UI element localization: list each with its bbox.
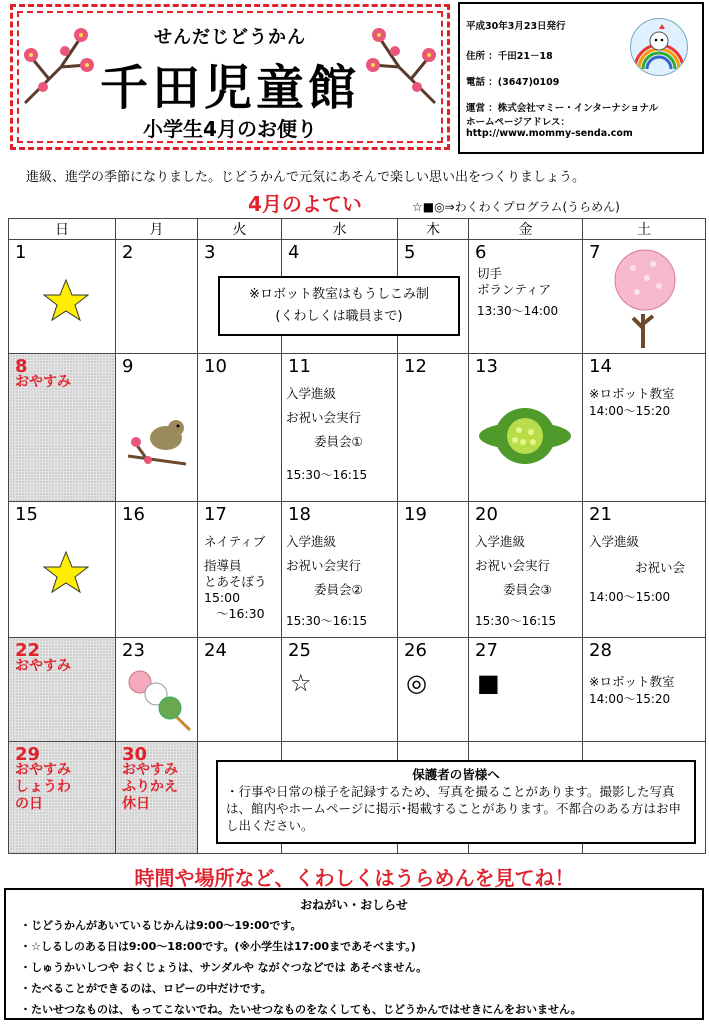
- day-number: 18: [288, 504, 311, 525]
- day-number: 14: [589, 356, 612, 377]
- closed-line: の日: [15, 796, 43, 812]
- star-icon: [43, 278, 89, 322]
- event-line: 入学進級: [286, 386, 337, 401]
- closed-line: 休日: [122, 796, 150, 812]
- closed-line: おやすみ: [15, 762, 71, 778]
- robot-notice-line2: (くわしくは職員まで): [275, 309, 403, 324]
- event-line: 委員会③: [503, 582, 552, 597]
- event-time: 14:00～15:20: [589, 692, 671, 706]
- weekday-tue: 火: [198, 219, 282, 240]
- event-time: 15:30～16:15: [286, 468, 368, 482]
- event-line: ネイティブ: [204, 534, 266, 549]
- event-line: とあそぼう: [204, 574, 267, 589]
- notice-item: ・ たいせつなものは、もってこないでね。たいせつなものをなくしても、じどうかんではせきにんをおいません。: [20, 999, 702, 1020]
- day-cell-11: [282, 354, 398, 502]
- day-number: 2: [122, 242, 134, 263]
- day-number: 28: [589, 640, 612, 661]
- day-number: 11: [288, 356, 311, 377]
- event-line: ※ロボット教室: [589, 674, 675, 689]
- day-number: 21: [589, 504, 612, 525]
- day-cell-14: [583, 354, 706, 502]
- weekday-mon: 月: [116, 219, 198, 240]
- week-row-4: [9, 638, 706, 742]
- parents-notice-body: ・行事や日常の様子を記録するため、写真を撮ることがあります。撮影した写真は、館内やホームページに掲示･掲載することがあります。不都合のある方はお申し出ください。: [226, 784, 682, 833]
- day-number: 13: [475, 356, 498, 377]
- day-cell-27: [469, 638, 583, 742]
- notice-item: ・ たべることができるのは、ロビーの中だけです。: [20, 978, 702, 999]
- star-icon: [43, 550, 89, 594]
- day-cell-26: [398, 638, 469, 742]
- day-cell-16: [116, 502, 198, 638]
- event-line: 委員会①: [314, 434, 363, 449]
- green-flower-icon: [477, 404, 573, 468]
- day-number: 22: [15, 640, 41, 661]
- day-number: 27: [475, 640, 498, 661]
- footer-heading: 時間や場所など、くわしくはうらめんを見てね！: [134, 866, 575, 890]
- page-title: 千田児童館: [99, 60, 360, 116]
- month-heading: 4月のよてい: [248, 192, 362, 216]
- day-number: 10: [204, 356, 227, 377]
- address: 住所 ：千田21－18: [466, 51, 553, 62]
- day-cell-6: [469, 240, 583, 354]
- weekday-header-row: [9, 219, 706, 240]
- weekday-sun: 日: [9, 219, 116, 240]
- published-date: 平成30年3月23日発行: [466, 21, 566, 32]
- notice-item: ・ じどうかんがあいているじかんは9:00～19:00です。: [20, 915, 702, 936]
- day-number: 8: [15, 356, 28, 377]
- closed-label: [122, 762, 178, 813]
- day-cell-29: [9, 742, 116, 854]
- day-cell-1: [9, 240, 116, 354]
- day-number: 9: [122, 356, 134, 377]
- weekday-wed: 水: [282, 219, 398, 240]
- day-number: 15: [15, 504, 38, 525]
- event-line: 切手: [477, 266, 503, 281]
- event-time: 13:30～14:00: [477, 304, 559, 318]
- event-time: 14:00～15:20: [589, 404, 671, 418]
- event-line: お祝い会: [635, 560, 686, 575]
- event-line: ※ロボット教室: [589, 386, 675, 401]
- weekday-thu: 木: [398, 219, 469, 240]
- event-line: お祝い会実行: [475, 558, 551, 573]
- event-time: 15:30～16:15: [286, 614, 368, 628]
- day-number: 5: [404, 242, 416, 263]
- day-cell-20: [469, 502, 583, 638]
- notice-list: [6, 915, 702, 1020]
- day-cell-13: [469, 354, 583, 502]
- day-cell-10: [198, 354, 282, 502]
- day-number: 17: [204, 504, 227, 525]
- program-mark-star: ☆: [290, 669, 312, 697]
- dango-icon: [122, 664, 194, 734]
- closed-line: しょうわ: [15, 779, 71, 795]
- day-number: 16: [122, 504, 145, 525]
- notice-item: ・ しゅうかいしつや おくじょうは、サンダルや ながぐつなどでは あそべません。: [20, 957, 702, 978]
- phone: 電話 ：(3647)0109: [466, 77, 560, 88]
- bird-on-branch-icon: [126, 404, 192, 470]
- day-number: 6: [475, 242, 487, 263]
- logo-icon: [630, 18, 688, 76]
- day-number: 19: [404, 504, 427, 525]
- week-row-3: [9, 502, 706, 638]
- day-cell-15: [9, 502, 116, 638]
- day-cell-25: [282, 638, 398, 742]
- day-cell-21: [583, 502, 706, 638]
- day-cell-12: [398, 354, 469, 502]
- event-line: 入学進級: [286, 534, 337, 549]
- event-line: 入学進級: [589, 534, 640, 549]
- day-cell-24: [198, 638, 282, 742]
- event-line: 15:00: [204, 590, 241, 605]
- program-mark-square: ■: [477, 669, 500, 697]
- day-number: 12: [404, 356, 427, 377]
- homepage-url[interactable]: http://www.mommy-senda.com: [466, 128, 633, 139]
- day-number: 30: [122, 744, 148, 765]
- day-number: 1: [15, 242, 27, 263]
- notice-title: おねがい・おしらせ: [300, 898, 408, 912]
- day-number: 3: [204, 242, 216, 263]
- event-line: ～16:30: [216, 606, 265, 621]
- event-time: 15:30～16:15: [475, 614, 557, 628]
- cherry-tree-icon: [613, 244, 677, 350]
- program-legend: ☆■◎⇒わくわくプログラム(うらめん): [412, 200, 620, 214]
- event-line: お祝い会実行: [286, 410, 362, 425]
- day-cell-23: [116, 638, 198, 742]
- day-number: 29: [15, 744, 41, 765]
- info-box: [458, 2, 704, 154]
- program-mark-circle: ◎: [406, 669, 427, 697]
- operator: 運営 ：株式会社マミー・インターナショナル: [466, 103, 659, 114]
- day-cell-18: [282, 502, 398, 638]
- weekday-sat: 土: [583, 219, 706, 240]
- day-number: 24: [204, 640, 227, 661]
- day-number: 7: [589, 242, 601, 263]
- day-cell-30: [116, 742, 198, 854]
- event-line: 入学進級: [475, 534, 526, 549]
- day-cell-28: [583, 638, 706, 742]
- notice-box: [4, 888, 704, 1020]
- event-line: お祝い会実行: [286, 558, 362, 573]
- robot-notice-line1: ※ロボット教室はもうしこみ制: [249, 287, 429, 302]
- day-number: 23: [122, 640, 145, 661]
- day-cell-7: [583, 240, 706, 354]
- parents-notice: [216, 760, 696, 844]
- event-time: 14:00～15:00: [589, 590, 671, 604]
- closed-label: おやすみ: [15, 374, 71, 390]
- weekday-fri: 金: [469, 219, 583, 240]
- day-cell-22: [9, 638, 116, 742]
- day-number: 20: [475, 504, 498, 525]
- day-number: 4: [288, 242, 300, 263]
- day-number: 26: [404, 640, 427, 661]
- week-row-2: [9, 354, 706, 502]
- day-cell-8: [9, 354, 116, 502]
- intro-text: 進級、進学の季節になりました。じどうかんで元気にあそんで楽しい思い出をつくりましょう。: [26, 170, 586, 185]
- day-cell-9: [116, 354, 198, 502]
- event-line: ボランティア: [477, 282, 552, 297]
- title-box: [10, 4, 450, 150]
- day-cell-19: [398, 502, 469, 638]
- closed-label: [15, 762, 71, 813]
- robot-class-notice: [218, 276, 460, 336]
- homepage-label: ホームページアドレス：: [466, 117, 571, 128]
- notice-item: ・ ☆しるしのある日は9:00～18:00です。(※小学生は17:00まであそべます。): [20, 936, 702, 957]
- title-kana: せんだじどうかん: [154, 27, 306, 48]
- closed-label: おやすみ: [15, 658, 71, 674]
- closed-line: おやすみ: [122, 762, 178, 778]
- closed-line: ふりかえ: [122, 779, 178, 795]
- day-cell-17: [198, 502, 282, 638]
- day-cell-2: [116, 240, 198, 354]
- parents-notice-title: 保護者の皆様へ: [412, 767, 500, 782]
- event-line: 指導員: [204, 558, 242, 573]
- page-subtitle: 小学生4月のお便り: [143, 117, 317, 141]
- day-number: 25: [288, 640, 311, 661]
- event-line: 委員会②: [314, 582, 363, 597]
